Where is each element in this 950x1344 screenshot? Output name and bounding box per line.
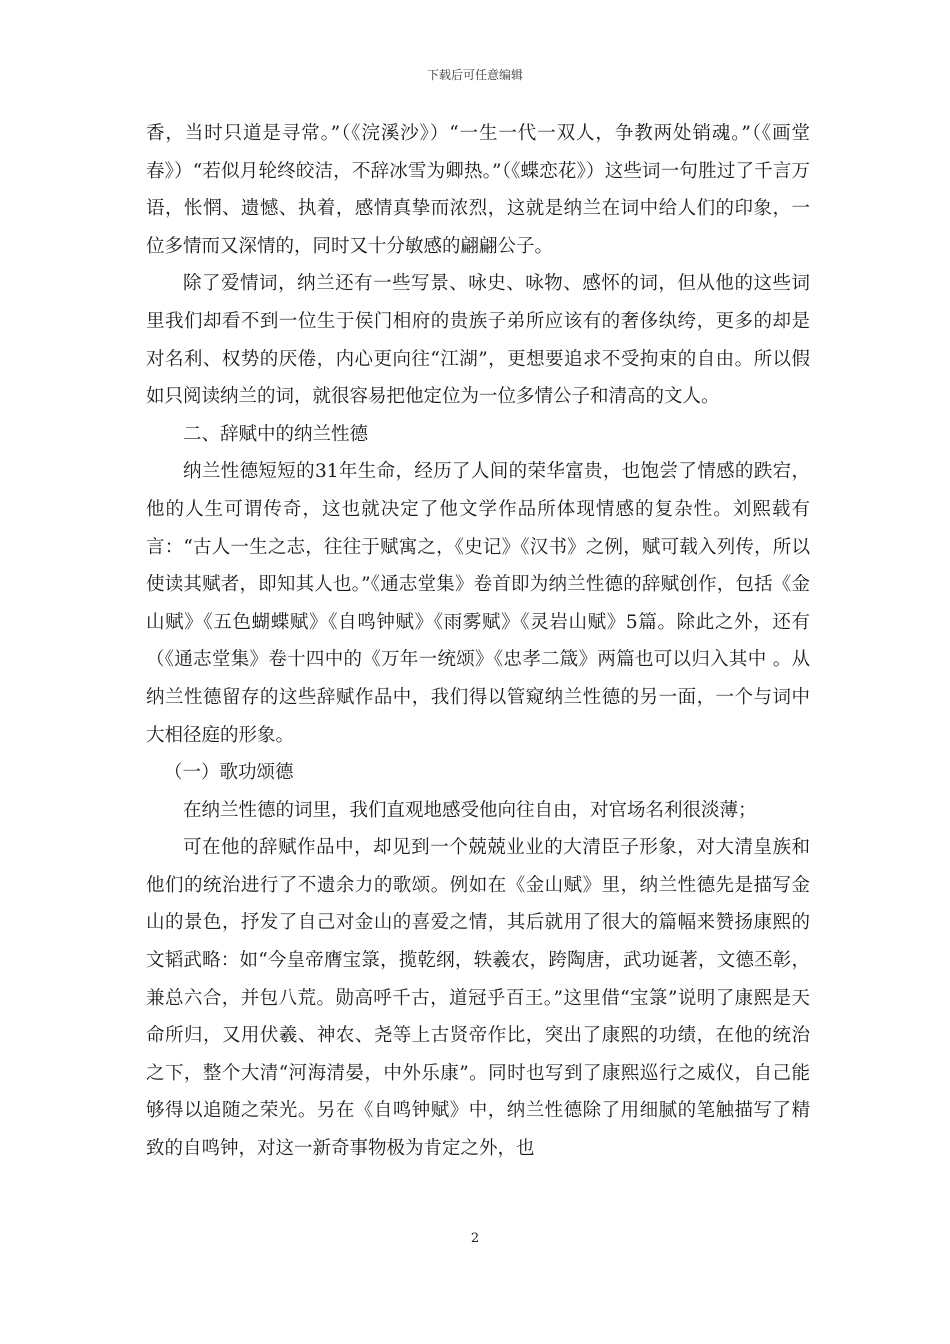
paragraph-continuation: 香，当时只道是寻常。”（《浣溪沙》）“一生一代一双人，争教两处销魂。”（《画堂春》）“若似月轮终皎洁，不辞冰雪为卿热。”（《蝶恋花》）这些词一句胜过了千言万语，怅惘、遗憾、执着，感情真挚而浓烈，这就是纳兰在词中给人们的印象，一位多情而又深情的，同时又十分敏感的翩翩公子。 bbox=[146, 123, 810, 257]
paragraph-fu-praise: 可在他的辞赋作品中，却见到一个兢兢业业的大清臣子形象，对大清皇族和他们的统治进行了不遗余力的歌颂。例如在《金山赋》里，纳兰性德先是描写金山的景色，抒发了自己对金山的喜爱之情，其后就用了很大的篇幅来赞扬康熙的文韬武略：如“今皇帝膺宝箓，揽乾纲，轶羲农，跨陶唐，武功诞著，文德丕彰，兼总六合，并包八荒。勋高呼千古，道冠乎百王。”这里借“宝箓”说明了康熙是天命所归，又用伏羲、神农、尧等上古贤帝作比，突出了康熙的功绩，在他的统治之下，整个大清“河海清晏，中外乐康”。同时也写到了康熙巡行之威仪，自己能够得以追随之荣光。另在《自鸣钟赋》中，纳兰性德除了用细腻的笔触描写了精致的自鸣钟，对这一新奇事物极为肯定之外，也 bbox=[146, 837, 810, 1160]
paragraph-ci-contrast: 在纳兰性德的词里，我们直观地感受他向往自由，对官场名利很淡薄； bbox=[183, 799, 757, 821]
document-body bbox=[146, 115, 810, 1168]
paragraph-other-ci-themes: 除了爱情词，纳兰还有一些写景、咏史、咏物、感怀的词，但从他的这些词里我们却看不到一位生于侯门相府的贵族子弟所应该有的奢侈纨绔，更多的却是对名利、权势的厌倦，内心更向往“江湖”，更想要追求不受拘束的自由。所以假如只阅读纳兰的词，就很容易把他定位为一位多情公子和清高的文人。 bbox=[146, 273, 810, 408]
paragraph-fu-overview: 纳兰性德短短的31年生命，经历了人间的荣华富贵，也饱尝了情感的跌宕，他的人生可谓传奇，这也就决定了他文学作品所体现情感的复杂性。刘熙载有言：“古人一生之志，往往于赋寓之，《史记》《汉书》之例，赋可载入列传，所以使读其赋者，即知其人也。”《通志堂集》卷首即为纳兰性德的辞赋创作，包括《金山赋》《五色蝴蝶赋》《自鸣钟赋》《雨雾赋》《灵岩山赋》5篇。除此之外，还有（《通志堂集》卷十四中的《万年一统颂》《忠孝二箴》两篇也可以归入其中 。从纳兰性德留存的这些辞赋作品中，我们得以管窥纳兰性德的另一面，一个与词中大相径庭的形象。 bbox=[146, 461, 810, 746]
page-number: 2 bbox=[470, 1231, 480, 1246]
section-heading: 二、辞赋中的纳兰性德 bbox=[183, 423, 369, 445]
page-header: 下载后可任意编辑 bbox=[426, 68, 523, 82]
subsection-heading: （一）歌功颂德 bbox=[164, 762, 294, 784]
